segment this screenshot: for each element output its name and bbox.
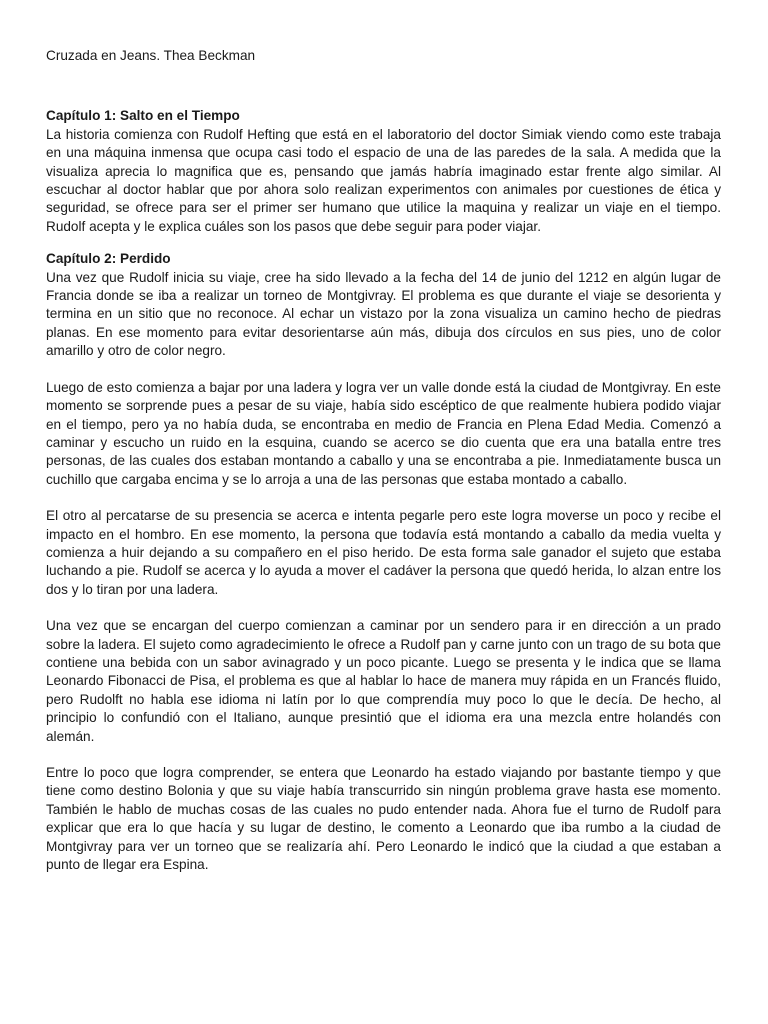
paragraph: Una vez que se encargan del cuerpo comienzan a caminar por un sendero para ir en dirección a un prado sobre la ladera. El sujeto como agradecimiento le ofrece a Rudolf pan y carne junto con un trago de su bota que contiene una bebida con un sabor avinagrado y un poco picante. Luego se presenta y le indica que se llama Leonardo Fibonacci de Pisa, el problema es que al hablar lo hace de manera muy rápida en un Francés fluido, pero Rudolft no habla ese idioma ni latín por lo que comprendía muy poco lo que le decía. De hecho, al principio lo confundió con el Italiano, aunque presintió que el idioma era una mezcla entre holandés con alemán. xyxy=(46,618,721,744)
paragraph: Entre lo poco que logra comprender, se entera que Leonardo ha estado viajando por bastante tiempo y que tiene como destino Bolonia y que su viaje había transcurrido sin ningún problema grave hasta ese momento. También le hablo de muchas cosas de las cuales no pudo entender nada. Ahora fue el turno de Rudolf para explicar que era lo que hacía y su lugar de destino, le comento a Leonardo que iba rumbo a la ciudad de Montgivray para ver un torneo que se realizaría ahí. Pero Leonardo le indicó que la ciudad a que estaban a punto de llegar era Espina. xyxy=(46,765,721,873)
paragraph: Luego de esto comienza a bajar por una ladera y logra ver un valle donde está la ciudad de Montgivray. En este momento se sorprende pues a pesar de su viaje, había sido escéptico de que realmente hubiera podido viajar en el tiempo, pero ya no había duda, se encontraba en medio de Francia en Plena Edad Media. Comenzó a caminar y escucho un ruido en la esquina, cuando se acerco se dio cuenta que era una batalla entre tres personas, de las cuales dos estaban montando a caballo y una se encontraba a pie. Inmediatamente busca un cuchillo que cargaba encima y se lo arroja a una de las personas que estaba montado a caballo. xyxy=(46,379,721,487)
document-title: Cruzada en Jeans. Thea Beckman xyxy=(46,48,256,63)
chapter-1 xyxy=(46,107,721,236)
chapter-heading: Capítulo 2: Perdido xyxy=(46,251,171,267)
paragraph: El otro al percatarse de su presencia se acerca e intenta pegarle pero este logra moverse un poco y recibe el impacto en el hombro. En ese momento, la persona que todavía está montando a caballo da media vuelta y comienza a huir dejando a su compañero en el piso herido. De esta forma sale ganador el sujeto que estaba luchando a pie. Rudolf se acerca y lo ayuda a mover el cadáver la persona que quedó herida, lo alzan entre los dos y lo tiran por una ladera. xyxy=(46,508,721,597)
document-page xyxy=(46,47,721,874)
chapter-heading: Capítulo 1: Salto en el Tiempo xyxy=(46,108,240,124)
paragraph: La historia comienza con Rudolf Hefting que está en el laboratorio del doctor Simiak viendo como este trabaja en una máquina inmensa que ocupa casi todo el espacio de una de las paredes de la sala. A medida que la visualiza aprecia lo magnifica que es, pensando que jamás habría imaginado estar frente algo similar. Al escuchar al doctor hablar que por ahora solo realizan experimentos con animales por cuestiones de ética y seguridad, se ofrece para ser el primer ser humano que utilice la maquina y realizar un viaje en el tiempo. Rudolf acepta y le explica cuáles son los pasos que debe seguir para poder viajar. xyxy=(46,126,721,234)
paragraph: Una vez que Rudolf inicia su viaje, cree ha sido llevado a la fecha del 14 de junio del 1212 en algún lugar de Francia donde se iba a realizar un torneo de Montgivray. El problema es que durante el viaje se desorienta y termina en un sitio que no reconoce. Al echar un vistazo por la zona visualiza un camino hecho de piedras planas. En ese momento para evitar desorientarse aún más, dibuja dos círculos en sus pies, uno de color amarillo y otro de color negro. xyxy=(46,269,721,359)
chapter-2 xyxy=(46,250,721,874)
